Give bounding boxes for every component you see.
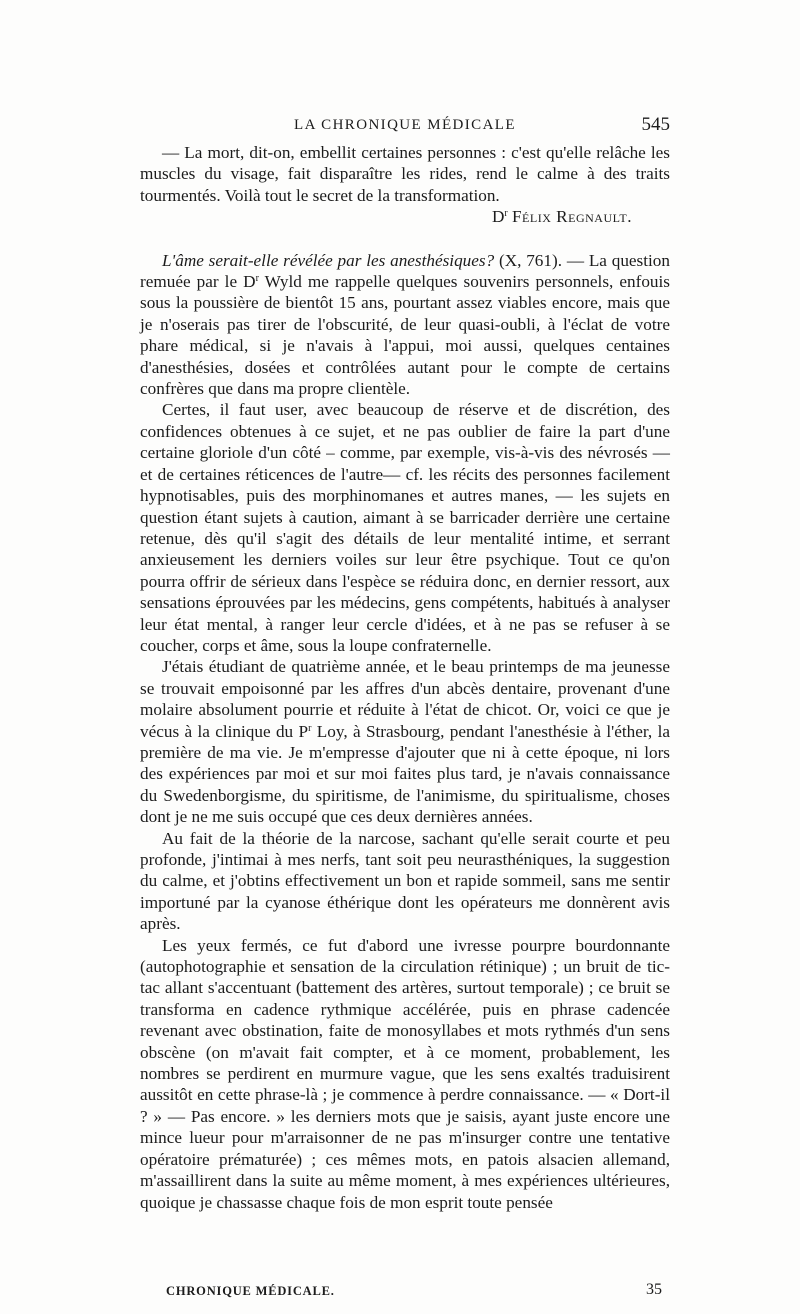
signature-mark: CHRONIQUE MÉDICALE. (166, 1284, 335, 1298)
article-reference: (X, 761). — (494, 250, 589, 270)
article-paragraph-5: Les yeux fermés, ce fut d'abord une ivresse pourpre bourdonnante (autophotographie et sensation de la circulation rétinique) ; un bruit de tic-tac allant s'accentuant (battement des artères, surtout temporale) ; ce bruit se transforma en cadence rythmique accélérée, puis en phrase cadencée revenant avec obstination, faite de monosyllabes et mots rythmés d'un sens obscène (on m'avait fait compter, et à ce moment, probablement, les nombres se perdirent en murmure vague, que les sens exaltés traduisirent aussitôt en cette phrase-là ; je commence à perdre connaissance. — « Dort-il ? » — Pas encore. » les derniers mots que je saisis, ayant juste encore une mince lueur pour m'arraisonner de ne pas m'insurger contre une tentative opératoire prématurée) ; ces mêmes mots, en patois alsacien allemand, m'assaillirent dans la suite au même moment, à mes expériences ultérieures, quoique je chassasse chaque fois de mon esprit toute pensée (140, 935, 670, 1212)
running-head (140, 114, 670, 138)
signature-sup: r (504, 208, 508, 220)
article-paragraph-1 (140, 250, 670, 400)
closing-paragraph: — La mort, dit-on, embellit certaines personnes : c'est qu'elle relâche les muscles du visage, fait disparaître les rides, rend le calme à des traits tourmentés. Voilà tout le secret de la transformation. (140, 143, 670, 205)
p1-part1: La question remuée par le D (140, 250, 670, 292)
signature-prefix: D (491, 207, 505, 227)
p3-part2: Loy, à Strasbourg, pendant l'anesthésie à l'éther, la première de ma vie. Je m'empresse d'ajouter que ni à cette époque, ni lors des expériences par moi et sur moi faites plus tard, je n'avais connaissance du Swedenborgisme, du spiritisme, de l'animisme, du spiritualisme, choses dont je ne me suis occupé que ces deux dernières années. (140, 721, 670, 827)
author-signature (140, 206, 670, 227)
body-text (140, 142, 670, 1213)
page-number: 545 (641, 114, 670, 135)
article-paragraph-3 (140, 656, 670, 827)
p3-sup: r (308, 722, 312, 734)
p3-part1: J'étais étudiant de quatrième année, et le beau printemps de ma jeunesse se trouvait empoisonné par les affres d'un abcès dentaire, provenant d'une molaire absolument pourrie et réduite à l'état de chicot. Or, voici ce que je vécus à la clinique du P (140, 657, 670, 741)
page-footer (166, 1281, 662, 1303)
article-title: L'âme serait-elle révélée par les anesthésiques? (162, 250, 495, 270)
p1-part2: Wyld me rappelle quelques souvenirs personnels, enfouis sous la poussière de bientôt 15 ans, pourtant assez viables encore, mais que je n'oserais pas tirer de l'obscurité, de leur quasi-oubli, à l'éclat de votre phare médical, si je n'avais à l'appui, moi aussi, quelques centaines d'anesthésies, dosées et contrôlées autant pour le compte de certains confrères que dans ma propre clientèle. (140, 272, 670, 399)
running-title: LA CHRONIQUE MÉDICALE (294, 117, 516, 133)
p1-sup: r (255, 273, 259, 285)
article-paragraph-2: Certes, il faut user, avec beaucoup de réserve et de discrétion, des confidences obtenues à ce sujet, et ne pas oublier de faire la part d'une certaine gloriole d'un côté – comme, par exemple, vis-à-vis des névrosés — et de certaines réticences de l'autre— cf. les récits des personnes facilement hypnotisables, puis des morphinomanes et autres manes, — les sujets en question étant sujets à caution, aimant à se barricader derrière une certaine retenue, dès qu'il s'agit des détails de leur mentalité intime, et serrant anxieusement les derniers voiles sur leur être psychique. Tout ce qu'on pourra offrir de sérieux dans l'espèce se réduira donc, en dernier ressort, aux sensations éprouvées par les médecins, gens compétents, habitués à analyser leur état mental, à ranger leur cercle d'idées, et à ne pas se refuser à se coucher, corps et âme, sous la loupe confraternelle. (140, 400, 670, 655)
signature-name: Félix Regnault. (512, 207, 632, 227)
article-paragraph-4: Au fait de la théorie de la narcose, sachant qu'elle serait courte et peu profonde, j'intimai à mes nerfs, tant soit peu neurasthéniques, la suggestion du calme, et j'obtins effectivement un bon et rapide sommeil, sans me sentir importuné par la cyanose éthérique dont les opérateurs me donnèrent avis après. (140, 828, 670, 934)
signature-number: 35 (646, 1281, 662, 1298)
